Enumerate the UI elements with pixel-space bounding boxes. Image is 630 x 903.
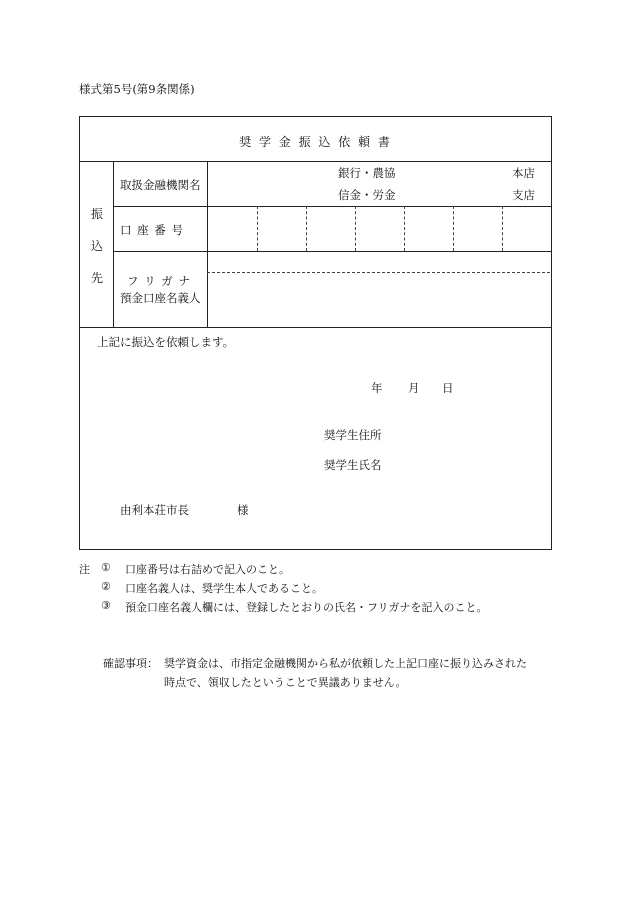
section-divider xyxy=(113,161,114,327)
digit-separator xyxy=(355,206,356,251)
confirmation-line-2: 時点で、領収したということで異議ありません。 xyxy=(164,676,407,689)
confirmation-label: 確認事項： xyxy=(103,657,158,670)
student-name-label: 奨学生氏名 xyxy=(324,458,382,472)
addressee: 由利本荘市長 xyxy=(120,503,189,517)
furigana-label: フ リ ガ ナ xyxy=(127,274,191,288)
branch-option-branch: 支店 xyxy=(512,188,535,202)
digit-separator xyxy=(453,206,454,251)
honorific: 様 xyxy=(237,503,249,517)
digit-separator xyxy=(502,206,503,251)
title-divider xyxy=(80,161,551,162)
bank-type-option-1: 銀行・農協 xyxy=(338,166,396,180)
digit-separator xyxy=(257,206,258,251)
note-marker: ② xyxy=(101,580,111,593)
furigana-separator xyxy=(207,272,550,273)
transfer-request-form xyxy=(79,116,552,550)
row-divider-1 xyxy=(113,206,551,207)
account-holder-label: 預金口座名義人 xyxy=(120,291,201,305)
row-divider-2 xyxy=(113,251,551,252)
section-label-char: 振 xyxy=(90,207,103,221)
bank-type-option-2: 信金・労金 xyxy=(338,188,396,202)
date-month: 月 xyxy=(408,381,420,395)
label-column-divider xyxy=(207,161,208,327)
note-text: 口座名義人は、奨学生本人であること。 xyxy=(125,582,323,595)
form-code: 様式第5号(第9条関係) xyxy=(79,82,195,96)
student-address-label: 奨学生住所 xyxy=(324,428,382,442)
note-text: 口座番号は右詰めで記入のこと。 xyxy=(125,563,290,576)
bank-name-label: 取扱金融機関名 xyxy=(120,178,201,192)
branch-option-main: 本店 xyxy=(512,166,535,180)
request-text: 上記に振込を依頼します。 xyxy=(97,335,235,349)
section-label-char: 込 xyxy=(90,239,103,253)
date-day: 日 xyxy=(442,381,454,395)
account-number-label: 口 座 番 号 xyxy=(120,223,184,237)
form-title: 奨 学 金 振 込 依 頼 書 xyxy=(239,135,392,149)
block-bottom-divider xyxy=(80,327,551,328)
digit-separator xyxy=(306,206,307,251)
confirmation-line-1: 奨学資金は、市指定金融機関から私が依頼した上記口座に振り込みされた xyxy=(164,657,527,670)
note-marker: ③ xyxy=(101,599,111,612)
note-marker: ① xyxy=(101,561,111,574)
date-year: 年 xyxy=(371,381,383,395)
note-text: 預金口座名義人欄には、登録したとおりの氏名・フリガナを記入のこと。 xyxy=(125,601,488,614)
section-label-char: 先 xyxy=(90,271,103,285)
digit-separator xyxy=(404,206,405,251)
notes-prefix: 注 xyxy=(79,563,90,576)
